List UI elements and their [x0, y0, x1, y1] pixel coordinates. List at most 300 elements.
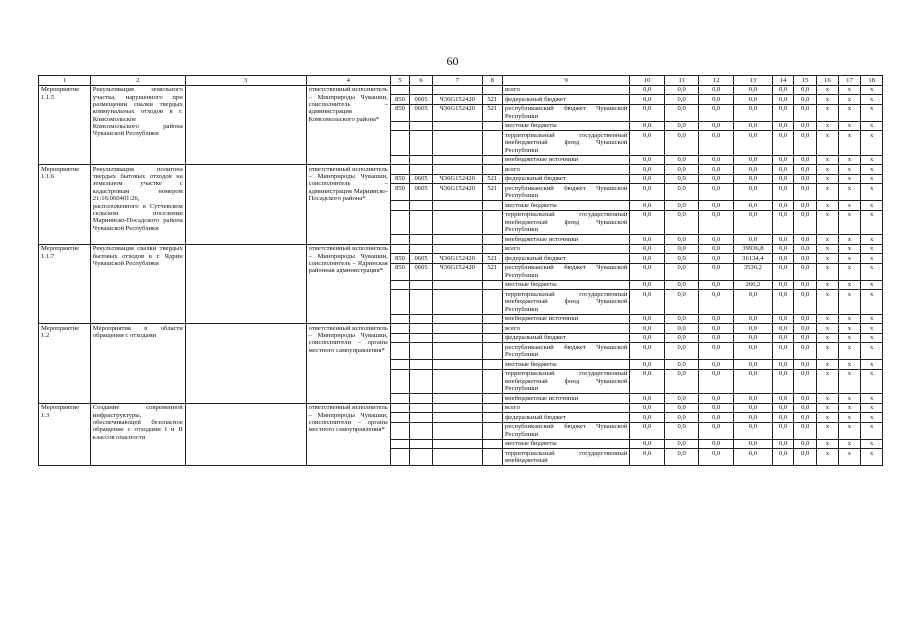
value-cell: 0,0 [772, 104, 794, 121]
value-cell: 0,0 [699, 413, 734, 423]
budget-code [390, 244, 409, 254]
budget-code [410, 244, 433, 254]
value-cell: 0,0 [630, 263, 665, 280]
value-cell: x [817, 333, 839, 343]
column-number: 12 [699, 76, 734, 86]
funding-source: федеральный бюджет [503, 95, 630, 105]
budget-code: 521 [482, 104, 503, 121]
value-cell: x [838, 343, 861, 360]
value-cell: 0,0 [733, 235, 772, 245]
value-cell: 0,0 [733, 403, 772, 413]
budget-code [482, 210, 503, 234]
budget-code [390, 235, 409, 245]
budget-code [432, 155, 482, 165]
budget-code [410, 121, 433, 131]
value-cell: 0,0 [630, 343, 665, 360]
value-cell: 0,0 [794, 244, 817, 254]
value-cell: 0,0 [772, 201, 794, 211]
value-cell: 0,0 [794, 174, 817, 184]
budget-code: Ч36G152420 [432, 184, 482, 201]
value-cell: x [838, 235, 861, 245]
budget-code: 521 [482, 174, 503, 184]
value-cell: x [817, 210, 839, 234]
budget-code: 0605 [410, 174, 433, 184]
funding-source: территориальный государственный внебюджетный фонд Чувашской Республики [503, 290, 630, 314]
value-cell: 0,0 [772, 131, 794, 155]
value-cell: 0,0 [699, 360, 734, 370]
value-cell: 0,0 [772, 235, 794, 245]
budget-code [410, 235, 433, 245]
value-cell: x [838, 95, 861, 105]
value-cell: x [838, 290, 861, 314]
value-cell: 0,0 [772, 403, 794, 413]
value-cell: 0,0 [794, 343, 817, 360]
value-cell: 0,0 [772, 413, 794, 423]
column-number: 15 [794, 76, 817, 86]
value-cell: 0,0 [630, 235, 665, 245]
budget-code [410, 290, 433, 314]
value-cell: 0,0 [733, 210, 772, 234]
funding-source: внебюджетные источники [503, 155, 630, 165]
budget-code [482, 439, 503, 449]
value-cell: 0,0 [794, 104, 817, 121]
funding-source: территориальный государственный внебюджетный фонд Чувашской Республики [503, 369, 630, 393]
value-cell: 0,0 [794, 439, 817, 449]
budget-code [390, 394, 409, 404]
value-cell: 0,0 [664, 95, 699, 105]
value-cell: 0,0 [794, 290, 817, 314]
budget-code [410, 333, 433, 343]
measure-title: Мероприятия в области обращения с отходами [90, 324, 185, 404]
budget-code: 850 [390, 95, 409, 105]
value-cell: 0,0 [664, 165, 699, 175]
value-cell: 0,0 [772, 263, 794, 280]
value-cell: x [861, 104, 883, 121]
executors: ответственный исполнитель – Минприроды Чувашии, соисполнитель – администрация Мариинско-Посадского района* [306, 165, 390, 245]
value-cell: 0,0 [699, 201, 734, 211]
value-cell: 0,0 [664, 333, 699, 343]
budget-code [432, 210, 482, 234]
funding-source: территориальный государственный внебюджетный [503, 449, 630, 466]
funding-source: внебюджетные источники [503, 394, 630, 404]
value-cell: x [817, 244, 839, 254]
measure-id: Мероприятие 1.1.7 [39, 244, 91, 324]
budget-code [482, 403, 503, 413]
funding-source: местные бюджеты [503, 121, 630, 131]
budget-code [432, 280, 482, 290]
budget-code: 0605 [410, 104, 433, 121]
value-cell: 0,0 [630, 184, 665, 201]
value-cell: 0,0 [733, 314, 772, 324]
budget-code [482, 324, 503, 334]
value-cell: x [817, 95, 839, 105]
value-cell: 0,0 [664, 254, 699, 264]
value-cell: x [817, 155, 839, 165]
budget-code: Ч36G152420 [432, 254, 482, 264]
value-cell: x [817, 201, 839, 211]
budget-code [390, 422, 409, 439]
column-number: 10 [630, 76, 665, 86]
value-cell: 0,0 [772, 369, 794, 393]
value-cell: 0,0 [664, 403, 699, 413]
budget-code [390, 413, 409, 423]
budget-code: Ч36G152420 [432, 95, 482, 105]
budget-code [390, 403, 409, 413]
value-cell: 0,0 [664, 422, 699, 439]
funding-source: всего [503, 324, 630, 334]
budget-code [482, 280, 503, 290]
value-cell: x [861, 244, 883, 254]
table-row [39, 403, 883, 413]
value-cell: 0,0 [664, 184, 699, 201]
budget-code [410, 403, 433, 413]
measure-id: Мероприятие 1.2 [39, 324, 91, 404]
value-cell: 0,0 [772, 254, 794, 264]
value-cell: x [861, 413, 883, 423]
budget-code [390, 121, 409, 131]
value-cell: 0,0 [699, 449, 734, 466]
value-cell: 0,0 [794, 235, 817, 245]
budget-code [432, 235, 482, 245]
value-cell: 0,0 [794, 210, 817, 234]
funding-source: территориальный государственный внебюджетный фонд Чувашской Республики [503, 210, 630, 234]
value-cell: 0,0 [794, 201, 817, 211]
budget-code [432, 403, 482, 413]
budget-code [390, 324, 409, 334]
budget-code [482, 333, 503, 343]
value-cell: x [838, 201, 861, 211]
value-cell: x [861, 174, 883, 184]
funding-source: республиканский бюджет Чувашской Республики [503, 104, 630, 121]
value-cell: 0,0 [772, 85, 794, 95]
value-cell: x [817, 263, 839, 280]
value-cell: 0,0 [794, 422, 817, 439]
value-cell: 0,0 [772, 184, 794, 201]
funding-table [38, 75, 883, 466]
value-cell: 0,0 [664, 201, 699, 211]
value-cell: 0,0 [794, 333, 817, 343]
value-cell: 0,0 [630, 333, 665, 343]
funding-source: местные бюджеты [503, 201, 630, 211]
budget-code: 850 [390, 254, 409, 264]
funding-source: федеральный бюджет [503, 333, 630, 343]
funding-source: всего [503, 165, 630, 175]
value-cell: 0,0 [699, 280, 734, 290]
value-cell: 0,0 [664, 413, 699, 423]
budget-code [432, 85, 482, 95]
value-cell: x [838, 422, 861, 439]
value-cell: x [861, 121, 883, 131]
value-cell: 0,0 [630, 210, 665, 234]
value-cell: x [838, 403, 861, 413]
value-cell: 0,0 [664, 324, 699, 334]
measure-title: Создание современной инфраструктуры, обеспечивающей безопасное обращение с отходами I и II классов опасности [90, 403, 185, 466]
executors: ответственный исполнитель – Минприроды Чувашии, соисполнители – органы местного самоуправления* [306, 403, 390, 466]
budget-code [410, 155, 433, 165]
value-cell: x [817, 369, 839, 393]
budget-code [432, 333, 482, 343]
value-cell: 0,0 [733, 360, 772, 370]
value-cell: x [817, 174, 839, 184]
executors: ответственный исполнитель – Минприроды Чувашии, соисполнители – органы местного самоуправления* [306, 324, 390, 404]
measure-id: Мероприятие 1.3 [39, 403, 91, 466]
value-cell: 0,0 [794, 280, 817, 290]
budget-code [410, 324, 433, 334]
budget-code [482, 201, 503, 211]
budget-code [410, 210, 433, 234]
budget-code [390, 439, 409, 449]
value-cell: x [861, 343, 883, 360]
column-number-row [39, 76, 883, 86]
budget-code [390, 155, 409, 165]
value-cell: 0,0 [699, 290, 734, 314]
value-cell: 0,0 [772, 155, 794, 165]
budget-code [482, 131, 503, 155]
value-cell: 0,0 [630, 280, 665, 290]
value-cell: x [838, 121, 861, 131]
budget-code [410, 360, 433, 370]
value-cell: x [861, 314, 883, 324]
budget-code [432, 439, 482, 449]
value-cell: x [838, 104, 861, 121]
value-cell: x [817, 422, 839, 439]
value-cell: x [838, 280, 861, 290]
budget-code [482, 360, 503, 370]
value-cell: 0,0 [699, 254, 734, 264]
budget-code: 0605 [410, 95, 433, 105]
table-row [39, 85, 883, 95]
empty-cell [185, 85, 306, 165]
budget-code: Ч36G152420 [432, 263, 482, 280]
value-cell: 0,0 [794, 394, 817, 404]
budget-code [482, 369, 503, 393]
budget-code [482, 165, 503, 175]
value-cell: 0,0 [630, 403, 665, 413]
measure-id: Мероприятие 1.1.6 [39, 165, 91, 245]
value-cell: 0,0 [630, 314, 665, 324]
value-cell: 0,0 [794, 403, 817, 413]
measure-title: Рекультивация земельного участка, нарушенного при размещении свалки твердых коммунальных отходов в г. Комсомольское Комсомольского района Чувашской Республики [90, 85, 185, 165]
budget-code [432, 369, 482, 393]
budget-code: 0605 [410, 254, 433, 264]
budget-code [482, 343, 503, 360]
budget-code: Ч36G152420 [432, 174, 482, 184]
value-cell: x [838, 254, 861, 264]
value-cell: 0,0 [630, 290, 665, 314]
value-cell: 0,0 [664, 369, 699, 393]
column-number: 8 [482, 76, 503, 86]
value-cell: 0,0 [699, 244, 734, 254]
budget-code [410, 314, 433, 324]
empty-cell [185, 165, 306, 245]
value-cell: 0,0 [664, 85, 699, 95]
value-cell: x [817, 290, 839, 314]
budget-code [432, 413, 482, 423]
value-cell: x [817, 439, 839, 449]
executors: ответственный исполнитель – Минприроды Чувашии, соисполнитель – Ядринская районная администрация* [306, 244, 390, 324]
funding-source: местные бюджеты [503, 360, 630, 370]
value-cell: 39936,8 [733, 244, 772, 254]
value-cell: 0,0 [772, 333, 794, 343]
budget-code [410, 165, 433, 175]
value-cell: x [838, 413, 861, 423]
budget-code: 850 [390, 104, 409, 121]
value-cell: 0,0 [664, 210, 699, 234]
value-cell: 0,0 [794, 324, 817, 334]
value-cell: x [817, 324, 839, 334]
column-number: 3 [185, 76, 306, 86]
value-cell: 0,0 [772, 449, 794, 466]
value-cell: 3536,2 [733, 263, 772, 280]
value-cell: 0,0 [794, 263, 817, 280]
value-cell: 0,0 [664, 314, 699, 324]
budget-code [410, 449, 433, 466]
budget-code [432, 121, 482, 131]
value-cell: x [838, 333, 861, 343]
value-cell: 0,0 [733, 422, 772, 439]
value-cell: 0,0 [794, 165, 817, 175]
value-cell: 0,0 [699, 184, 734, 201]
budget-code [390, 290, 409, 314]
value-cell: 0,0 [630, 422, 665, 439]
value-cell: 0,0 [699, 369, 734, 393]
value-cell: 0,0 [699, 95, 734, 105]
funding-source: всего [503, 244, 630, 254]
value-cell: 0,0 [699, 104, 734, 121]
value-cell: 0,0 [772, 174, 794, 184]
value-cell: x [861, 360, 883, 370]
budget-code [482, 449, 503, 466]
column-number: 1 [39, 76, 91, 86]
budget-code [390, 165, 409, 175]
funding-source: всего [503, 85, 630, 95]
value-cell: 0,0 [630, 360, 665, 370]
budget-code [432, 449, 482, 466]
funding-source: внебюджетные источники [503, 235, 630, 245]
funding-source: республиканский бюджет Чувашской Республики [503, 263, 630, 280]
value-cell: 0,0 [630, 104, 665, 121]
budget-code [410, 343, 433, 360]
value-cell: 0,0 [630, 121, 665, 131]
value-cell: 0,0 [699, 324, 734, 334]
value-cell: 0,0 [733, 131, 772, 155]
value-cell: x [861, 449, 883, 466]
value-cell: 0,0 [772, 422, 794, 439]
empty-cell [185, 403, 306, 466]
value-cell: 0,0 [664, 131, 699, 155]
value-cell: x [861, 422, 883, 439]
value-cell: x [861, 324, 883, 334]
budget-code: 521 [482, 263, 503, 280]
budget-code [410, 85, 433, 95]
column-number: 14 [772, 76, 794, 86]
value-cell: 0,0 [699, 174, 734, 184]
value-cell: 0,0 [630, 174, 665, 184]
value-cell: 0,0 [794, 95, 817, 105]
value-cell: 0,0 [794, 369, 817, 393]
value-cell: x [817, 314, 839, 324]
budget-code [410, 280, 433, 290]
value-cell: x [861, 263, 883, 280]
budget-code [390, 343, 409, 360]
column-number: 13 [733, 76, 772, 86]
column-number: 18 [861, 76, 883, 86]
value-cell: 0,0 [664, 174, 699, 184]
value-cell: x [838, 360, 861, 370]
value-cell: x [838, 155, 861, 165]
value-cell: 0,0 [772, 121, 794, 131]
value-cell: 0,0 [630, 439, 665, 449]
column-number: 5 [390, 76, 409, 86]
value-cell: x [817, 104, 839, 121]
value-cell: x [817, 184, 839, 201]
value-cell: 0,0 [772, 95, 794, 105]
budget-code [432, 165, 482, 175]
value-cell: 0,0 [733, 333, 772, 343]
value-cell: x [838, 394, 861, 404]
value-cell: 0,0 [699, 394, 734, 404]
budget-code [432, 244, 482, 254]
column-number: 16 [817, 76, 839, 86]
funding-source: внебюджетные источники [503, 314, 630, 324]
value-cell: 0,0 [794, 413, 817, 423]
budget-code: 521 [482, 184, 503, 201]
value-cell: 0,0 [733, 369, 772, 393]
funding-source: федеральный бюджет [503, 254, 630, 264]
budget-code [432, 394, 482, 404]
value-cell: 0,0 [733, 324, 772, 334]
value-cell: x [861, 369, 883, 393]
value-cell: 0,0 [664, 244, 699, 254]
value-cell: x [817, 131, 839, 155]
value-cell: x [838, 324, 861, 334]
budget-code: 521 [482, 254, 503, 264]
budget-code [482, 394, 503, 404]
budget-code [390, 201, 409, 211]
value-cell: 0,0 [733, 165, 772, 175]
funding-source: республиканский бюджет Чувашской Республики [503, 184, 630, 201]
value-cell: x [861, 201, 883, 211]
value-cell: x [861, 131, 883, 155]
value-cell: x [817, 449, 839, 466]
budget-code [482, 235, 503, 245]
budget-code [390, 280, 409, 290]
budget-code [482, 314, 503, 324]
budget-code [390, 131, 409, 155]
value-cell: 0,0 [664, 394, 699, 404]
value-cell: 0,0 [699, 210, 734, 234]
table-row [39, 165, 883, 175]
page-number: 60 [446, 54, 459, 68]
value-cell: 0,0 [699, 333, 734, 343]
value-cell: x [861, 95, 883, 105]
budget-code [482, 121, 503, 131]
value-cell: 0,0 [772, 290, 794, 314]
budget-code [390, 85, 409, 95]
value-cell: 0,0 [699, 235, 734, 245]
value-cell: 36134,4 [733, 254, 772, 264]
column-number: 7 [432, 76, 482, 86]
value-cell: x [838, 165, 861, 175]
value-cell: x [861, 394, 883, 404]
funding-source: республиканский бюджет Чувашской Республики [503, 343, 630, 360]
value-cell: 0,0 [630, 95, 665, 105]
value-cell: 0,0 [630, 324, 665, 334]
value-cell: 0,0 [630, 201, 665, 211]
value-cell: x [861, 403, 883, 413]
value-cell: 0,0 [733, 174, 772, 184]
value-cell: 0,0 [630, 254, 665, 264]
